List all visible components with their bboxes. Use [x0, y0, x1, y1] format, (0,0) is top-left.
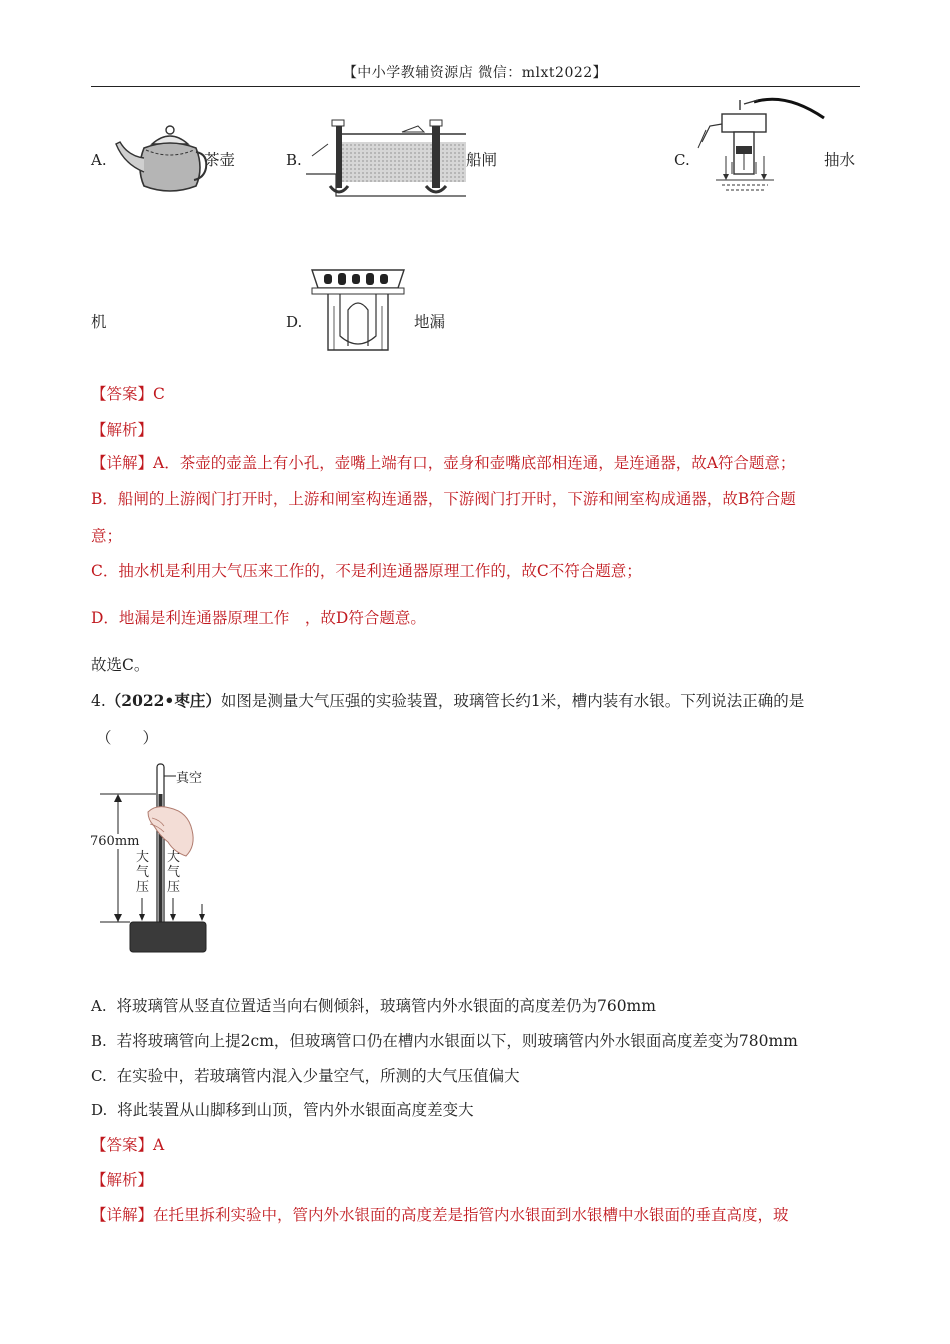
q4-detail-line [91, 1203, 789, 1227]
header-rule [91, 86, 860, 87]
q3-detail-line-4: C．抽水机是利用大气压来工作的，不是利连通器原理工作的，故C不符合题意； [91, 562, 642, 580]
q4-option-b-text: 若将玻璃管向上提2cm，但玻璃管口仍在槽内水银面以下，则玻璃管内外水银面高度差变为780mm [116, 1032, 798, 1050]
q4-option-c-letter: C. [91, 1067, 107, 1085]
pressure-right-char-1: 大 [167, 850, 181, 865]
teapot-figure [114, 124, 206, 196]
page-header: 【中小学教辅资源店 微信：mlxt2022】 [342, 65, 608, 81]
q4-option-d [91, 1098, 474, 1122]
option-a-letter: A. [91, 151, 107, 169]
pressure-label-left [136, 850, 150, 895]
vacuum-label: 真空 [176, 771, 203, 786]
pressure-left-char-1: 大 [136, 850, 150, 865]
option-a-label: 茶壶 [204, 151, 236, 169]
pressure-label-right [167, 850, 181, 895]
q4-option-a-letter: A. [91, 997, 107, 1015]
q3-answer: 【答案】C [91, 385, 165, 403]
q4-option-c [91, 1064, 520, 1088]
q4-detail-text: 在托里拆利实验中，管内外水银面的高度差是指管内水银面到水银槽中水银面的垂直高度，玻 [153, 1206, 789, 1224]
q4-stem-text: 如图是测量大气压强的实验装置，玻璃管长约1米，槽内装有水银。下列说法正确的是 [220, 692, 805, 710]
q4-stem [91, 689, 804, 713]
q4-detail-tag: 【详解】 [91, 1206, 154, 1224]
floor-drain-figure [308, 266, 408, 354]
q3-conclusion: 故选C。 [91, 656, 150, 674]
pressure-left-char-3: 压 [136, 880, 150, 895]
option-b-label: 船闸 [466, 151, 498, 169]
option-d-label: 地漏 [414, 313, 446, 331]
q4-number: 4. [91, 692, 106, 710]
option-c-label-wrap: 机 [91, 313, 107, 331]
option-c-letter: C. [674, 151, 690, 169]
q4-analysis-tag: 【解析】 [91, 1171, 154, 1189]
pressure-left-char-2: 气 [136, 865, 150, 880]
q4-option-d-letter: D. [91, 1101, 108, 1119]
q4-answer-paren: （ ） [96, 729, 159, 747]
q4-option-b [91, 1029, 798, 1053]
q4-answer: 【答案】A [91, 1136, 165, 1154]
q4-source: （2022•枣庄） [105, 691, 221, 710]
q3-detail-line-3: 意； [91, 527, 123, 545]
q3-detail-tag: 【详解】 [91, 454, 154, 472]
q3-detail-line-2: B．船闸的上游阀门打开时，上游和闸室构连通器，下游阀门打开时，下游和闸室构成通器，故B符合题 [91, 490, 796, 508]
q4-option-d-text: 将此装置从山脚移到山顶，管内外水银面高度差变大 [117, 1101, 474, 1119]
torricelli-figure [90, 760, 220, 956]
height-label: 760mm [90, 834, 140, 849]
q3-detail-line-5: D．地漏是利连通器原理工作 ，故D符合题意。 [91, 609, 426, 627]
q3-detail-text-1: A．茶壶的壶盖上有小孔，壶嘴上端有口，壶身和壶嘴底部相连通，是连通器，故A符合题意； [153, 454, 796, 472]
option-d-letter: D. [286, 313, 303, 331]
pressure-right-char-3: 压 [167, 880, 181, 895]
q4-option-a-text: 将玻璃管从竖直位置适当向右侧倾斜，玻璃管内外水银面的高度差仍为760mm [116, 997, 656, 1015]
q3-analysis-tag: 【解析】 [91, 421, 154, 439]
option-b-letter: B. [286, 151, 302, 169]
q3-detail-line-1 [91, 451, 795, 475]
water-pump-figure [696, 96, 830, 194]
q4-option-b-letter: B. [91, 1032, 107, 1050]
q4-option-c-text: 在实验中，若玻璃管内混入少量空气，所测的大气压值偏大 [116, 1067, 520, 1085]
q4-option-a [91, 994, 656, 1018]
option-c-label: 抽水 [824, 151, 856, 169]
pressure-right-char-2: 气 [167, 865, 181, 880]
shiplock-figure [306, 116, 466, 198]
